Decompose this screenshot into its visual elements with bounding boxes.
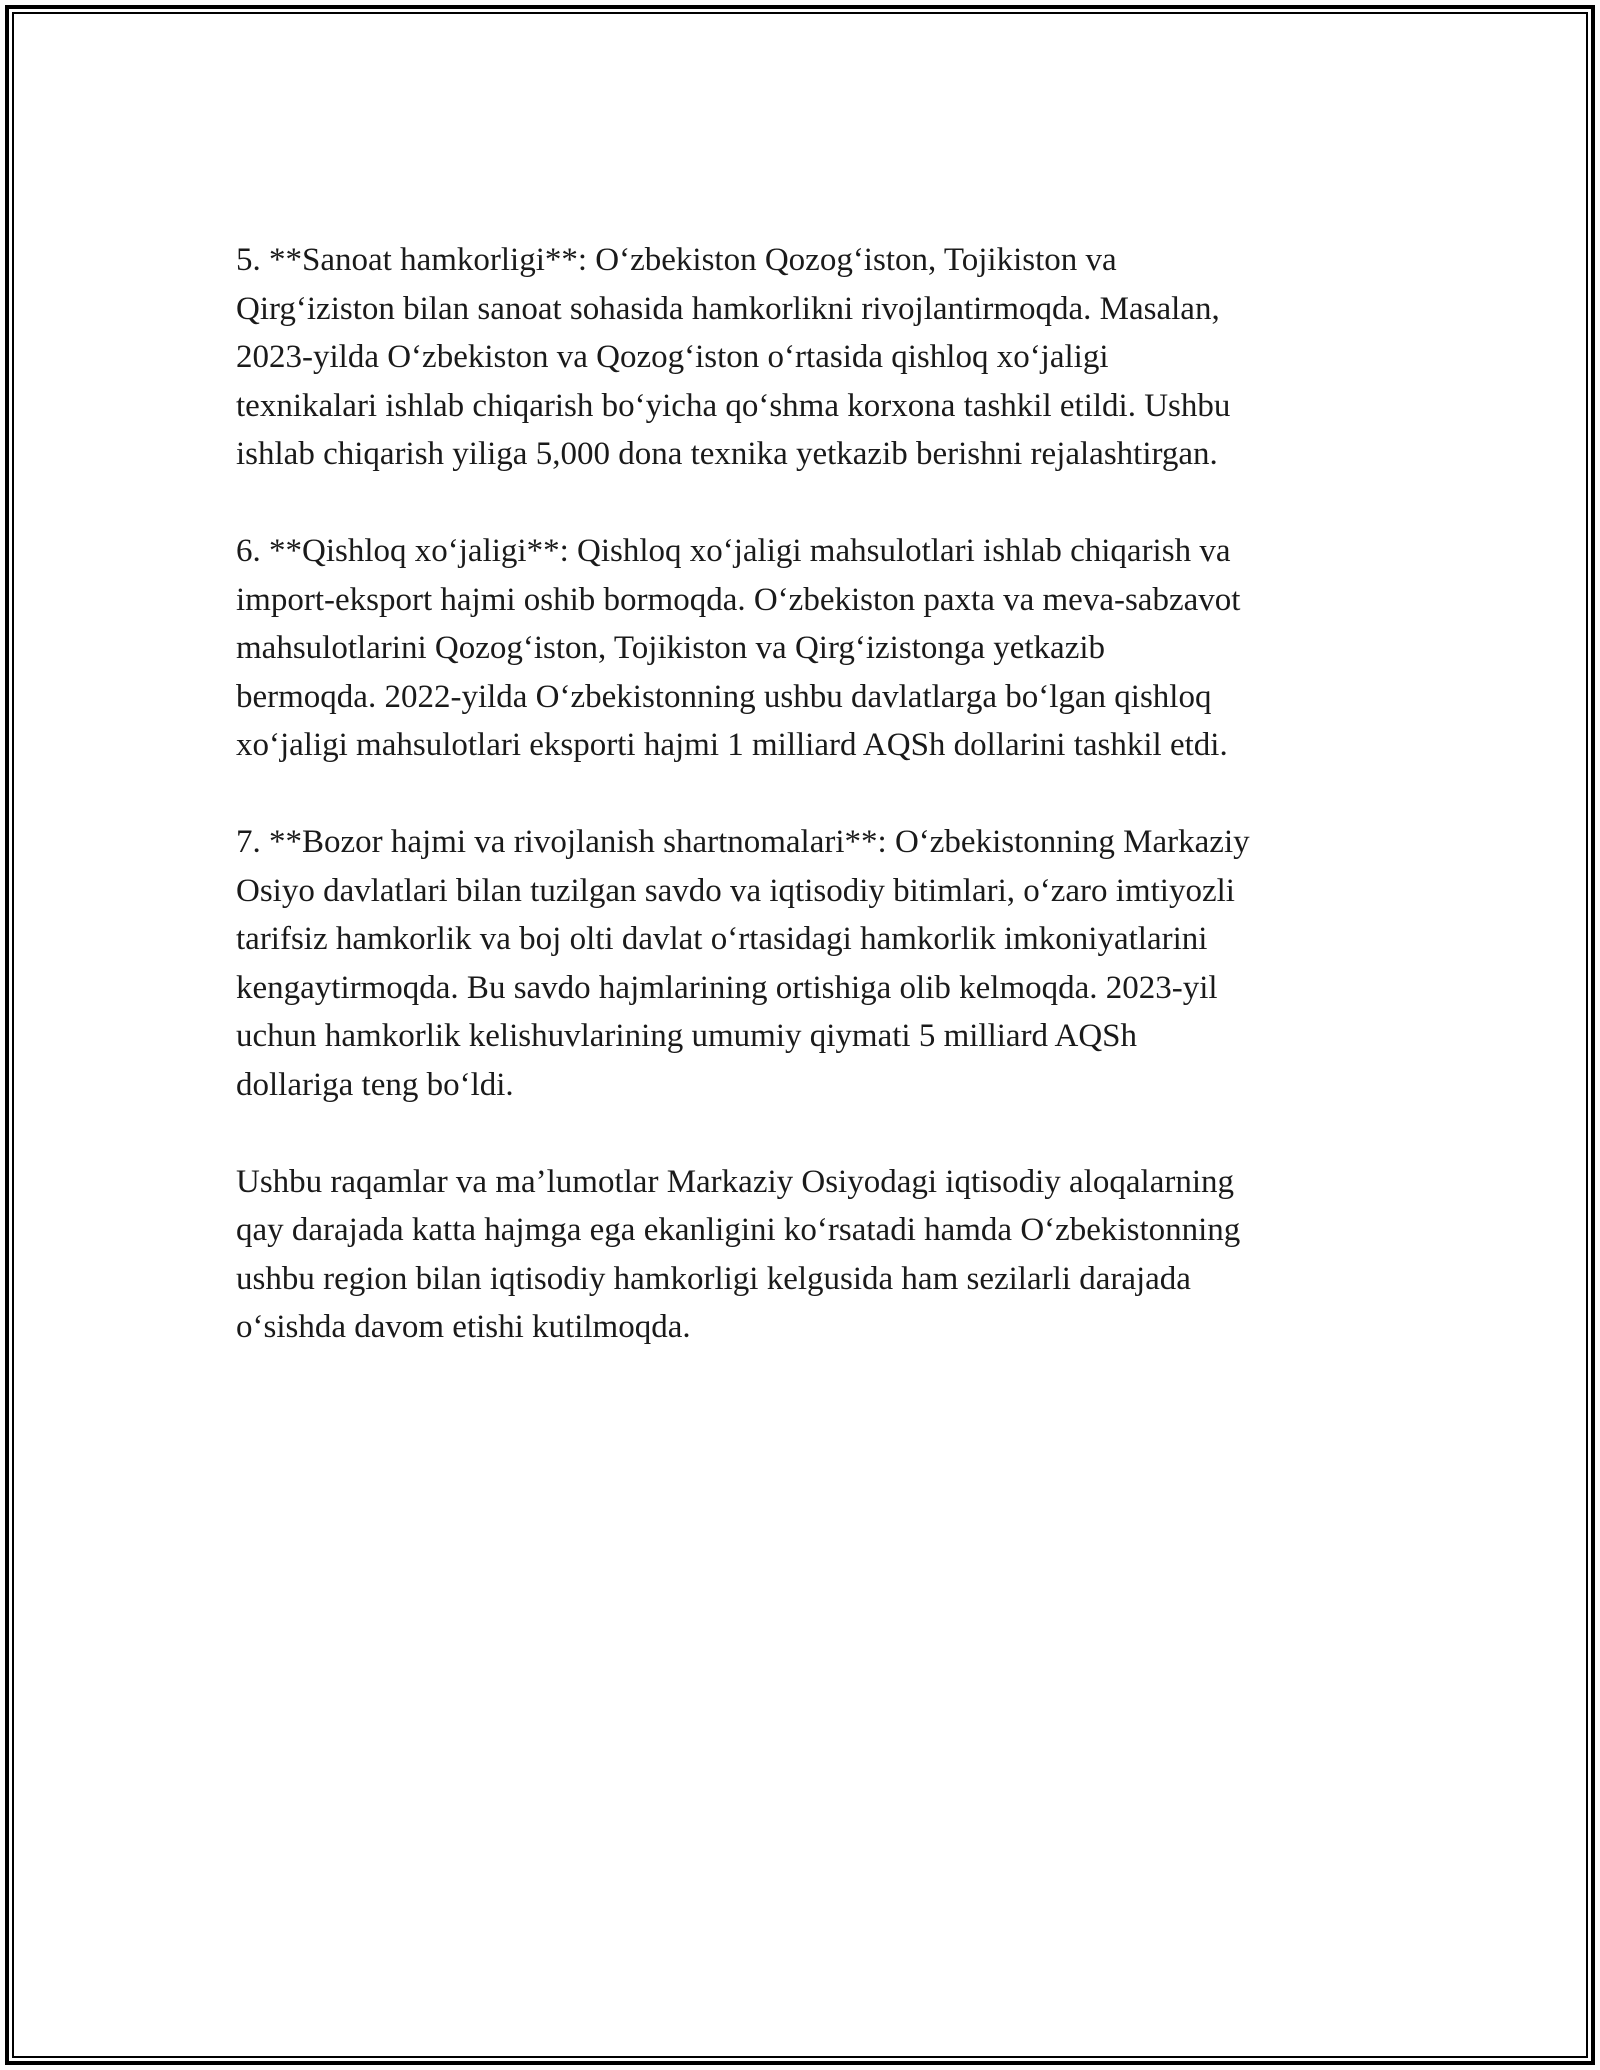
document-body	[236, 236, 1366, 1400]
paragraph-qishloq-xojaligi: 6. **Qishloq xo‘jaligi**: Qishloq xo‘jaligi mahsulotlari ishlab chiqarish va import-eksport hajmi oshib bormoqda. O‘zbekiston paxta va meva-sabzavot mahsulotlarini Qozog‘iston, Tojikiston va Qirg‘izistonga yetkazib bermoqda. 2022-yilda O‘zbekistonning ushbu davlatlarga bo‘lgan qishloq xo‘jaligi mahsulotlari eksporti hajmi 1 milliard AQSh dollarini tashkil etdi.	[236, 533, 1241, 763]
paragraph-bozor-hajmi: 7. **Bozor hajmi va rivojlanish shartnomalari**: O‘zbekistonning Markaziy Osiyo davlatlari bilan tuzilgan savdo va iqtisodiy bitimlari, o‘zaro imtiyozli tarifsiz hamkorlik va boj olti davlat o‘rtasidagi hamkorlik imkoniyatlarini kengaytirmoqda. Bu savdo hajmlarining ortishiga olib kelmoqda. 2023-yil uchun hamkorlik kelishuvlarining umumiy qiymati 5 milliard AQSh dollariga teng bo‘ldi.	[236, 824, 1250, 1103]
paragraph-conclusion: Ushbu raqamlar va ma’lumotlar Markaziy Osiyodagi iqtisodiy aloqalarning qay darajada katta hajmga ega ekanligini ko‘rsatadi hamda O‘zbekistonning ushbu region bilan iqtisodiy hamkorligi kelgusida ham sezilarli darajada o‘sishda davom etishi kutilmoqda.	[236, 1163, 1241, 1345]
paragraph-sanoat-hamkorligi: 5. **Sanoat hamkorligi**: O‘zbekiston Qozog‘iston, Tojikiston va Qirg‘iziston bilan sanoat sohasida hamkorlikni rivojlantirmoqda. Masalan, 2023-yilda O‘zbekiston va Qozog‘iston o‘rtasida qishloq xo‘jaligi texnikalari ishlab chiqarish bo‘yicha qo‘shma korxona tashkil etildi. Ushbu ishlab chiqarish yiliga 5,000 dona texnika yetkazib berishni rejalashtirgan.	[236, 242, 1231, 472]
